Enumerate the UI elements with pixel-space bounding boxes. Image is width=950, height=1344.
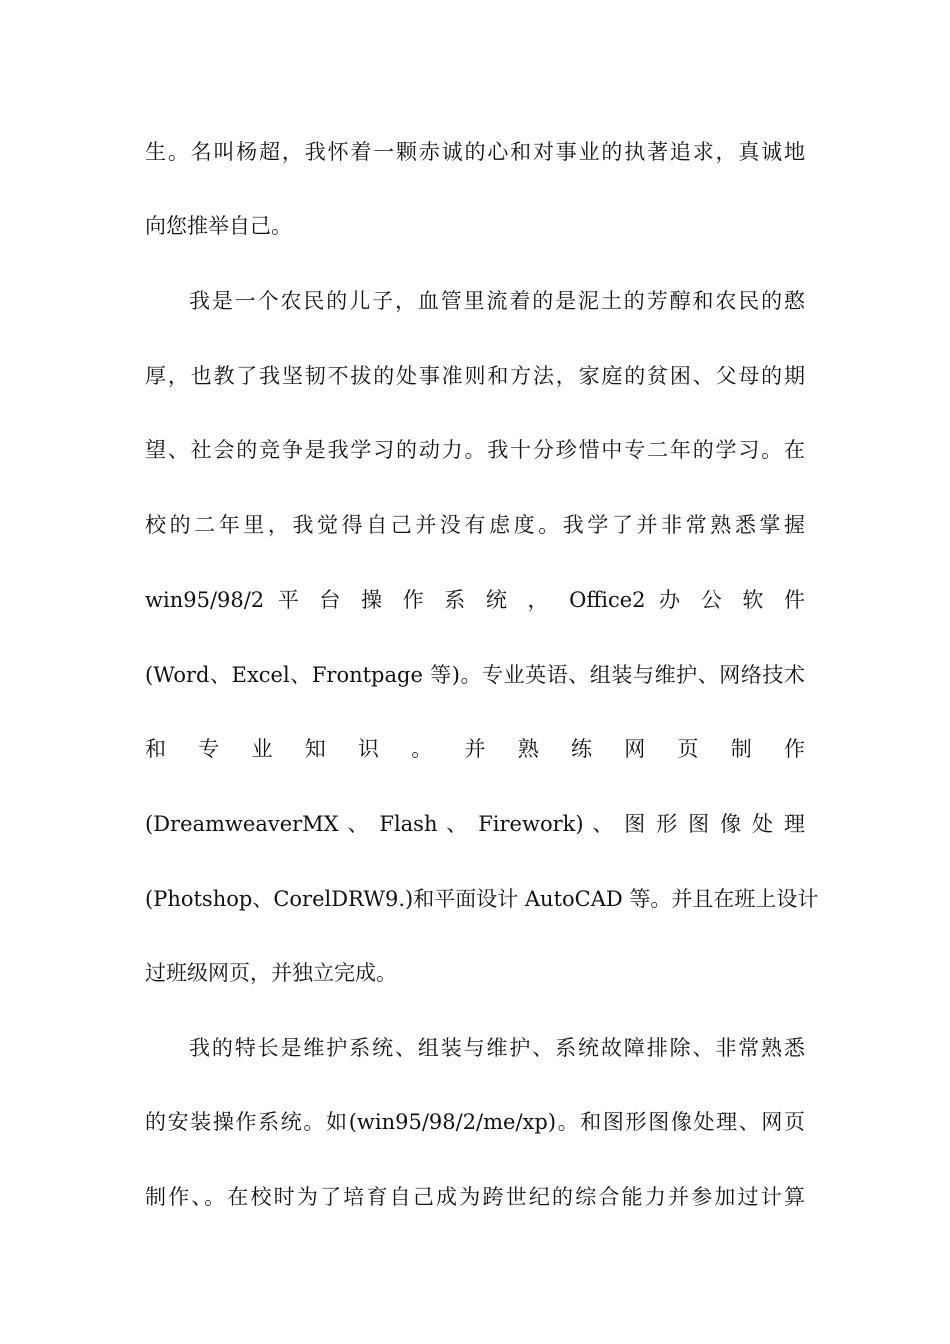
- text-line: 生。名叫杨超，我怀着一颗赤诚的心和对事业的执著追求，真诚地: [145, 140, 805, 164]
- text-line: 的安装操作系统。如(win95/98/2/me/xp)。和图形图像处理、网页: [145, 1110, 805, 1134]
- text-line: 向您推举自己。: [145, 214, 292, 238]
- text-line: (Photshop、CorelDRW9.)和平面设计 AutoCAD 等。并且在班上设计: [145, 887, 819, 911]
- text-line: 过班级网页，并独立完成。: [145, 961, 397, 985]
- paragraph-first-line: 我的特长是维护系统、组装与维护、系统故障排除、非常熟悉: [189, 1036, 805, 1060]
- text-line: 制作、。在校时为了培育自己成为跨世纪的综合能力并参加过计算: [145, 1185, 805, 1209]
- text-line: win95/98/2 平 台 操 作 系 统 ， Office2 办 公 软 件: [145, 588, 805, 612]
- text-line: (Word、Excel、Frontpage 等)。专业英语、组装与维护、网络技术: [145, 663, 805, 687]
- text-line: 望、社会的竞争是我学习的动力。我十分珍惜中专二年的学习。在: [145, 438, 805, 462]
- text-line: 厚，也教了我坚韧不拔的处事准则和方法，家庭的贫困、父母的期: [145, 364, 805, 388]
- text-line: 和 专 业 知 识 。 并 熟 练 网 页 制 作: [145, 737, 805, 761]
- text-line: 校的二年里，我觉得自己并没有虑度。我学了并非常熟悉掌握: [145, 513, 805, 537]
- paragraph-first-line: 我是一个农民的儿子，血管里流着的是泥土的芳醇和农民的憨: [189, 289, 805, 313]
- text-line: (DreamweaverMX 、 Flash 、 Firework) 、 图 形 图 像 处 理: [145, 812, 805, 836]
